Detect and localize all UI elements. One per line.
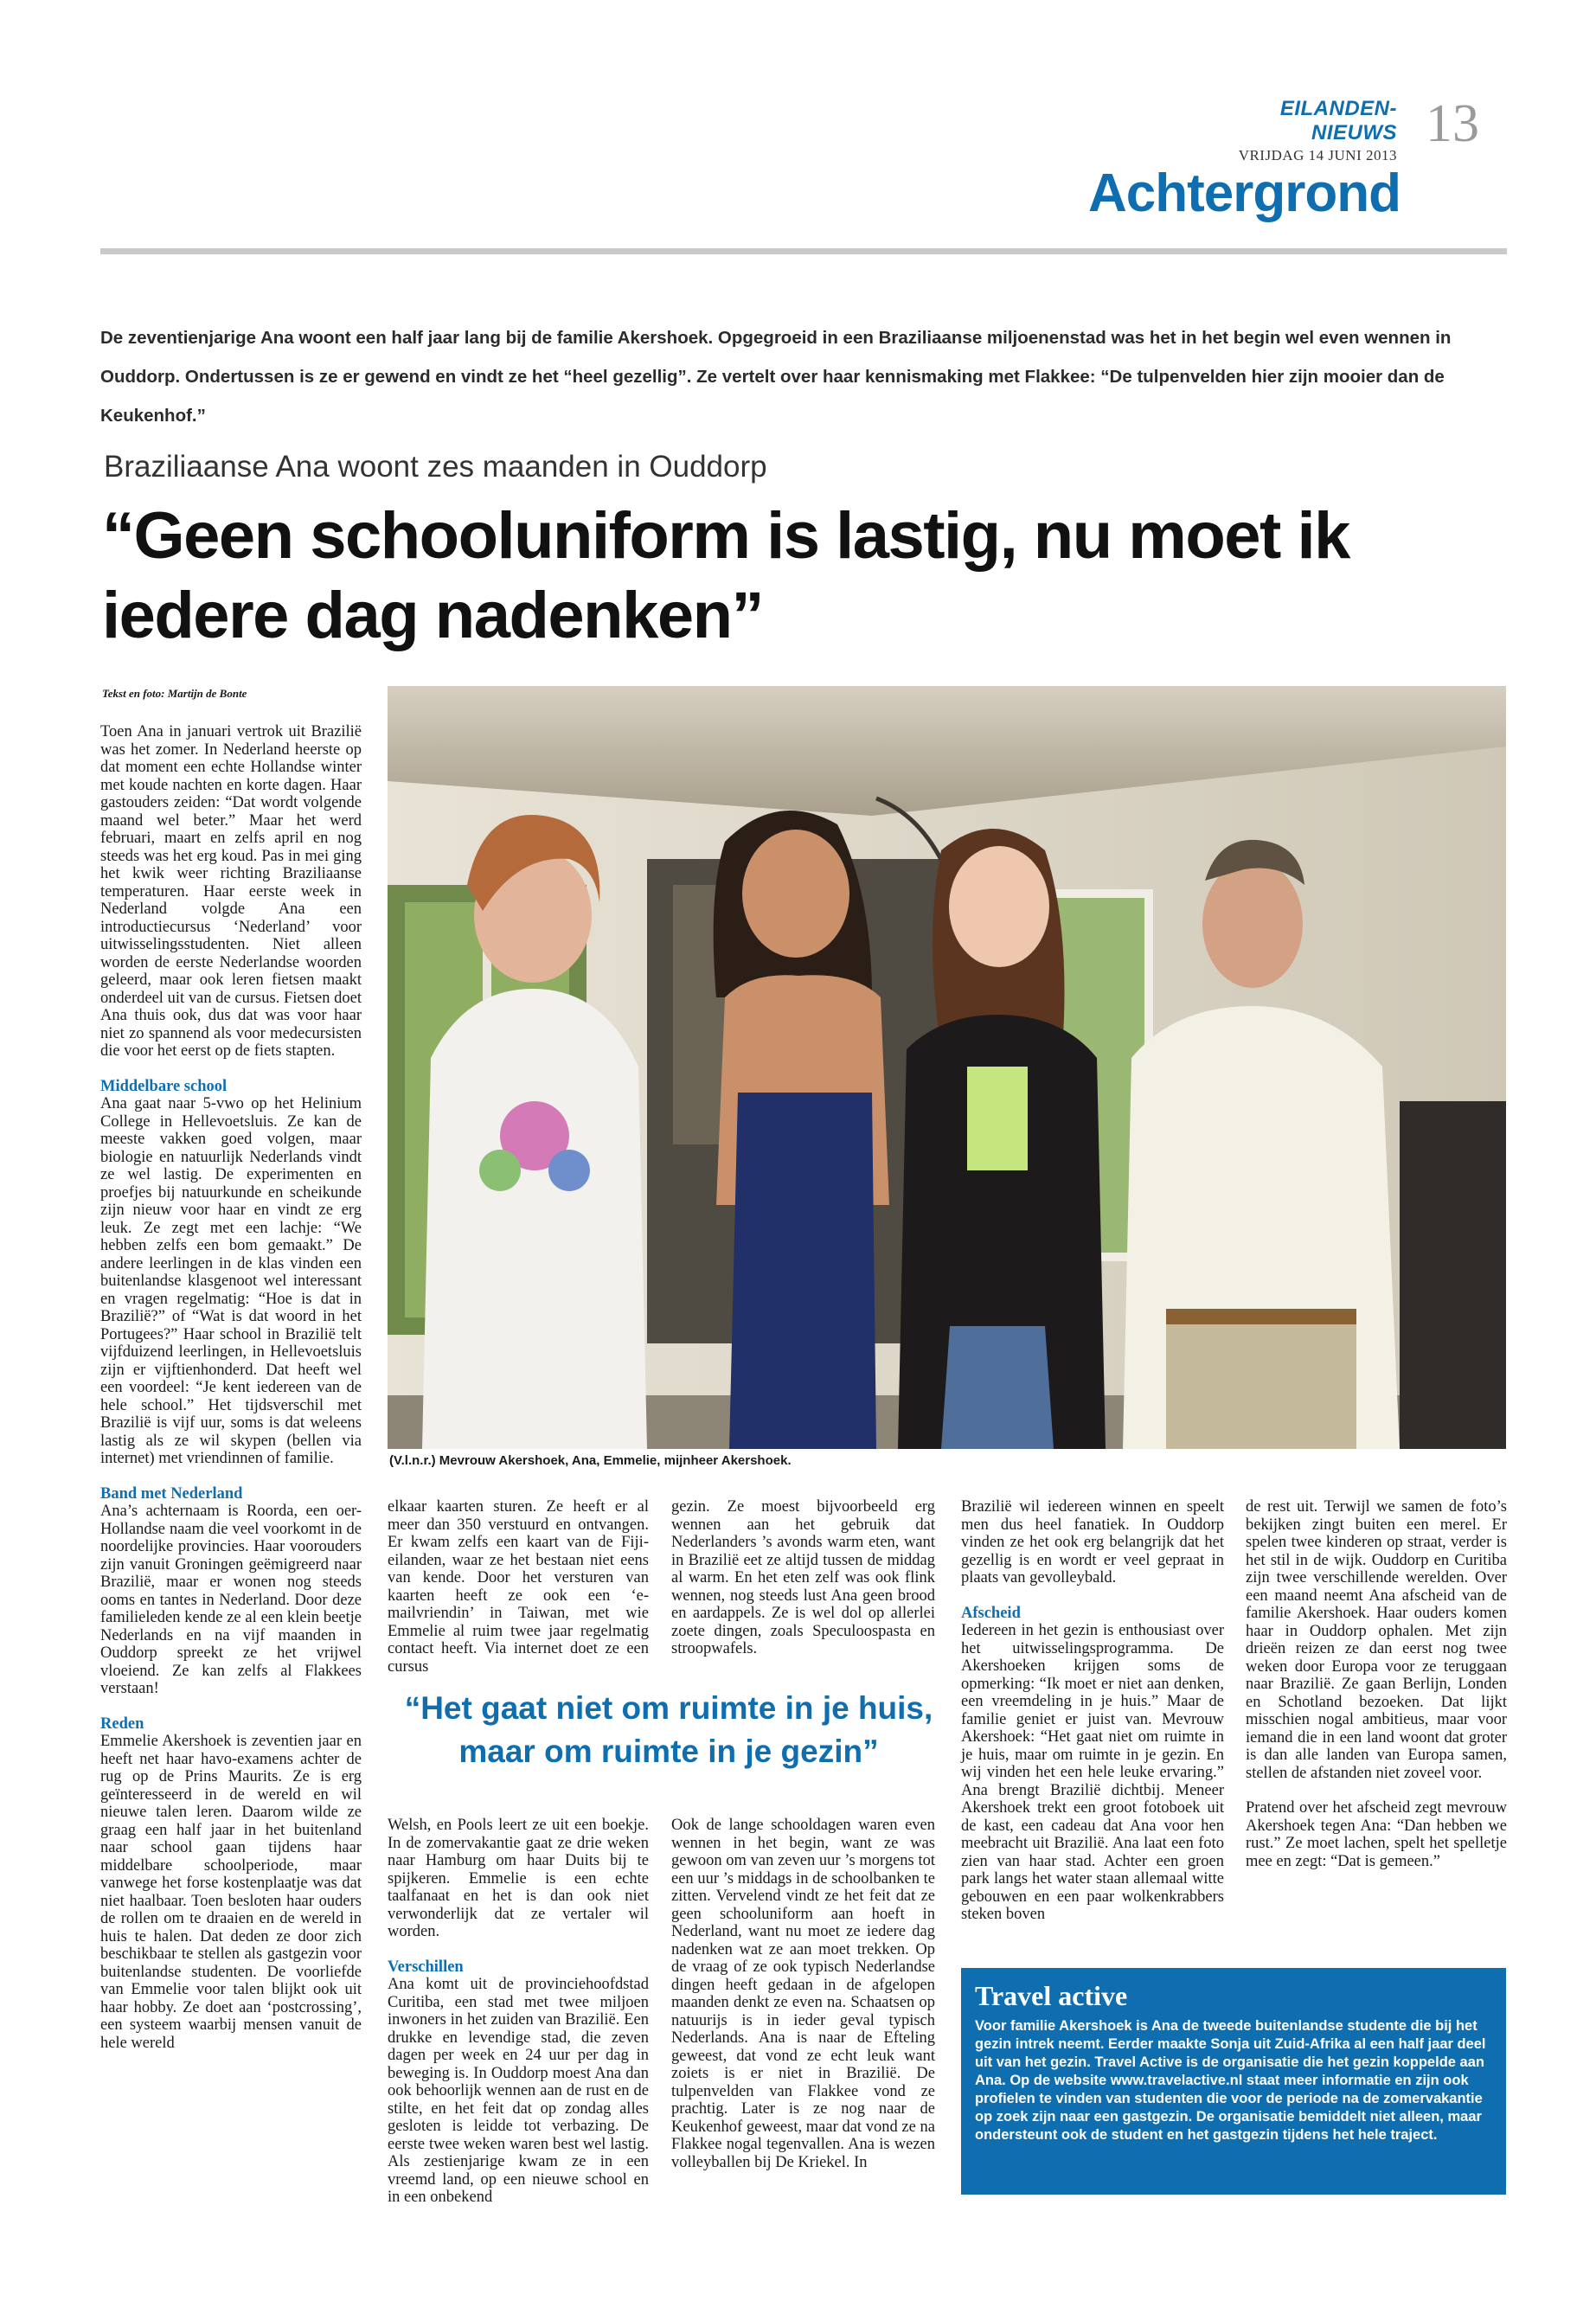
paragraph: Emmelie Akershoek is zeventien jaar en heeft net haar havo-examens achter de rug op de Prins Maurits. Ze is erg geïnteresseerd in de wereld en wil nieuwe talen leren. Daarom wilde ze graag een half jaar in het buitenland naar school gaan tijdens haar middelbare schoolperiode, maar vanwege het forse kostenplaatje was dat niet haalbaar. Toen besloten haar ouders de rollen om te draaien en de wereld in huis te halen. Dat deden ze door zich beschikbaar te stellen als gastgezin voor buitenlandse studenten. De voorliefde van Emmelie voor talen blijkt ook uit haar hobby. Ze doet aan ‘postcrossing’, een systeem waarbij mensen vanuit de hele wereld [100, 1733, 362, 2052]
masthead [1207, 97, 1397, 164]
paragraph: Iedereen in het gezin is enthousiast over het uitwisselingsprogramma. De Akershoeken krijgen soms de opmerking: “Ik moet er niet aan denken, een vreemdeling in je huis.” Maar de familie geniet er juist van. Mevrouw Akershoek: “Het gaat niet om ruimte in je huis, maar om ruimte in je gezin. En wij vinden het een hele leuke ervaring.” Ana brengt Brazilië dichtbij. Meneer Akershoek trekt een groot fotoboek uit de kast, een cadeau dat Ana voor hen meebracht uit Brazilië. Ana laat een foto zien van haar stad. Achter een groen park langs het water staan allemaal witte gebouwen en een paar wolkenkrabbers steken boven [961, 1622, 1224, 1923]
page-number: 13 [1426, 94, 1479, 153]
newspaper-logo: EILANDEN-NIEUWS [1279, 97, 1397, 144]
travel-active-box [961, 1968, 1506, 2195]
issue-date: VRIJDAG 14 JUNI 2013 [1238, 147, 1397, 163]
subheading: Band met Nederland [100, 1484, 243, 1503]
header-rule [100, 248, 1507, 254]
paragraph: Ana’s achternaam is Roorda, een oer-Hollandse naam die veel voorkomt in de noordelijke provincies. Haar voorouders zijn vanuit Groningen geëmigreerd naar Brazilië, maar er wonen nog steeds ooms en tantes in Nederland. Door deze familieleden kende ze al een klein beetje Nederlands en na vijf maanden in Ouddorp spreekt ze het vrijwel vloeiend. Ze kan zelfs al Flakkees verstaan! [100, 1503, 362, 1697]
headline: “Geen schooluniform is lastig, nu moet ik iedere dag nadenken” [102, 499, 1349, 652]
section-title: Achtergrond [1088, 163, 1401, 223]
paragraph: Ana komt uit de provinciehoofdstad Curitiba, een stad met twee miljoen inwoners in het zuiden van Brazilië. Een drukke en levendige stad, die zeven dagen per week en 24 uur per dag in beweging is. In Ouddorp moest Ana dan ook behoorlijk wennen aan de rust en de stilte, en het feit dat op zondag alles gesloten is leidde tot verbazing. De eerste twee weken waren best wel lastig. Als zestienjarige kwam ze in een vreemd land, op een nieuwe school en in een onbekend [388, 1976, 649, 2206]
paragraph: de rest uit. Terwijl we samen de foto’s bekijken zingt buiten een merel. Er spelen twee kinderen op straat, verder is het stil in de wijk. Ouddorp en Curitiba zijn twee verschillende werelden. Over een maand neemt Ana afscheid van de familie Akershoek. Haar ouders komen haar in Ouddorp ophalen. Met zijn drieën reizen ze dan eerst nog twee weken door Europa voor ze teruggaan naar Brazilië. Ze gaan Berlijn, Londen en Schotland bezoeken. Dat lijkt misschien nogal ambitieus, maar voor iemand die in een land woont dat groter is dan alle landen van Europa samen, stellen de afstanden niet zoveel voor. [1246, 1498, 1507, 1782]
paragraph: Toen Ana in januari vertrok uit Brazilië was het zomer. In Nederland heerste op dat moment een echte Hollandse winter met koude nachten en korte dagen. Haar gastouders zeiden: “Dat wordt volgende maand wel beter.” Maar het werd februari, maart en zelfs april en nog steeds was het erg koud. Pas in mei ging het kwik weer richting Braziliaanse temperaturen. Haar eerste week in Nederland volgde Ana een introductiecursus ‘Nederland’ voor uitwisselingsstudenten. Niet alleen worden de eerste Nederlandse woorden geleerd, maar ook leren fietsen maakt onderdeel uit van de cursus. Fietsen doet Ana thuis ook, dus dat was voor haar niet zo spannend als voor medecursisten die voor het eerst op de fiets stapten. [100, 723, 362, 1060]
paragraph: Pratend over het afscheid zegt mevrouw Akershoek tegen Ana: “Dan hebben we rust.” Ze moet lachen, spelt het spelletje mee en zegt: “Dat is gemeen.” [1246, 1799, 1507, 1870]
article-column-3-bottom [671, 1817, 935, 2171]
byline: Tekst en foto: Martijn de Bonte [102, 687, 247, 700]
intro-paragraph: De zeventienjarige Ana woont een half jaar lang bij de familie Akershoek. Opgegroeid in een Braziliaanse miljoenenstad was het in het begin wel even wennen in Ouddorp. Ondertussen is ze er gewend en vindt ze het “heel gezellig”. Ze vertelt over haar kennismaking met Flakkee: “De tulpenvelden hier zijn mooier dan de Keukenhof.” [100, 328, 1452, 426]
article-column-4 [961, 1498, 1224, 1924]
travel-box-title: Travel active [975, 1980, 1128, 2011]
paragraph: Ana gaat naar 5-vwo op het Helinium College in Hellevoetsluis. Ze kan de meeste vakken goed volgen, maar biologie en natuurlijk Nederlands vindt ze wel lastig. De experimenten en proefjes bij natuurkunde en scheikunde zijn nieuw voor haar en vindt ze erg leuk. Ze zegt met een lachje: “We hebben zelfs een bom gemaakt.” De andere leerlingen in de klas vinden een buitenlandse klasgenoot wel interessant en vragen regelmatig: “Hoe is dat in Brazilië?” of “Wat is dat woord in het Portugees?” Haar school in Brazilië telt vijfduizend leerlingen, in Hellevoetsluis zijn er vijftienhonderd. Dat heeft wel een voordeel: “Je kent iedereen van de hele school.” Het tijdsverschil met Brazilië is vijf uur, soms is dat weleens lastig als ze wil skypen (bellen via internet) met vriendinnen of familie. [100, 1095, 362, 1467]
article-column-1 [100, 723, 362, 2052]
article-column-2-top [388, 1498, 649, 1676]
article-column-2-bottom [388, 1817, 649, 2207]
paragraph: gezin. Ze moest bijvoorbeeld erg wennen aan het gebruik dat Nederlanders ’s avonds warm eten, want in Brazilië eet ze altijd tussen de middag al warm. En het eten zelf was ook flink wennen, nog steeds lust Ana geen brood en aardappels. Ze is wel dol op allerlei zoete dingen, zoals Speculoospasta en stroopwafels. [671, 1498, 935, 1657]
kicker: Braziliaanse Ana woont zes maanden in Ouddorp [104, 450, 767, 484]
article-column-5 [1246, 1498, 1507, 1870]
article-photo [388, 686, 1506, 1449]
article-column-3-top [671, 1498, 935, 1658]
travel-box-text: Voor familie Akershoek is Ana de tweede buitenlandse studente die bij het gezin intrek neemt. Eerder maakte Sonja uit Zuid-Afrika al een half jaar deel uit van het gezin. Travel Active is de organisatie die het gezin koppelde aan Ana. Op de website www.travelactive.nl staat meer informatie en zijn ook profielen te vinden van studenten die voor de periode na de zomervakantie op zoek zijn naar een gastgezin. De organisatie bemiddelt niet alleen, maar ondersteunt ook de student en het gastgezin tijdens het hele traject. [975, 2018, 1486, 2143]
subheading: Verschillen [388, 1958, 464, 1976]
photo-caption: (V.l.n.r.) Mevrouw Akershoek, Ana, Emmelie, mijnheer Akershoek. [389, 1453, 792, 1468]
paragraph: Ook de lange schooldagen waren even wennen in het begin, want ze was gewoon om van zeven uur ’s morgens tot een uur ’s middags in de schoolbanken te zitten. Vervelend vindt ze het feit dat ze geen schooluniform aan hoeft in Nederland, want nu moet ze iedere dag nadenken wat ze aan moet trekken. Op de vraag of ze ook typisch Nederlandse dingen heeft gedaan in de afgelopen maanden denkt ze even na. Schaatsen op natuurijs is in ieder geval typisch Nederlands. Ana is naar de Efteling geweest, dat vond ze echt leuk want zoiets is er niet in Brazilië. De tulpenvelden van Flakkee vond ze prachtig. Later is ze nog naar de Keukenhof geweest, maar dat vond ze na Flakkee nogal tegenvallen. Ana is wezen volleyballen bij De Kriekel. In [671, 1817, 935, 2171]
subheading: Middelbare school [100, 1077, 228, 1095]
pull-quote: “Het gaat niet om ruimte in je huis, maar om ruimte in je gezin” [404, 1690, 933, 1769]
paragraph: Brazilië wil iedereen winnen en speelt men dus heel fanatiek. In Ouddorp vinden ze het ook erg belangrijk dat het gezellig is en wordt er veel gepraat in plaats van gevolleybald. [961, 1498, 1224, 1586]
paragraph: elkaar kaarten sturen. Ze heeft er al meer dan 350 verstuurd en ontvangen. Er kwam zelfs een kaart van de Fiji-eilanden, waar ze het bestaan niet eens van kende. Door het versturen van kaarten heeft ze ook een ‘e-mailvriendin’ in Taiwan, met wie Emmelie al ruim twee jaar regelmatig contact heeft. Via internet doet ze een cursus [388, 1498, 649, 1676]
subheading: Afscheid [961, 1604, 1021, 1622]
subheading: Reden [100, 1715, 144, 1733]
paragraph: Welsh, en Pools leert ze uit een boekje. In de zomervakantie gaat ze drie weken naar Hamburg om haar Duits bij te spijkeren. Emmelie is een echte taalfanaat en het is dan ook niet verwonderlijk dat ze vertaler wil worden. [388, 1817, 649, 1940]
